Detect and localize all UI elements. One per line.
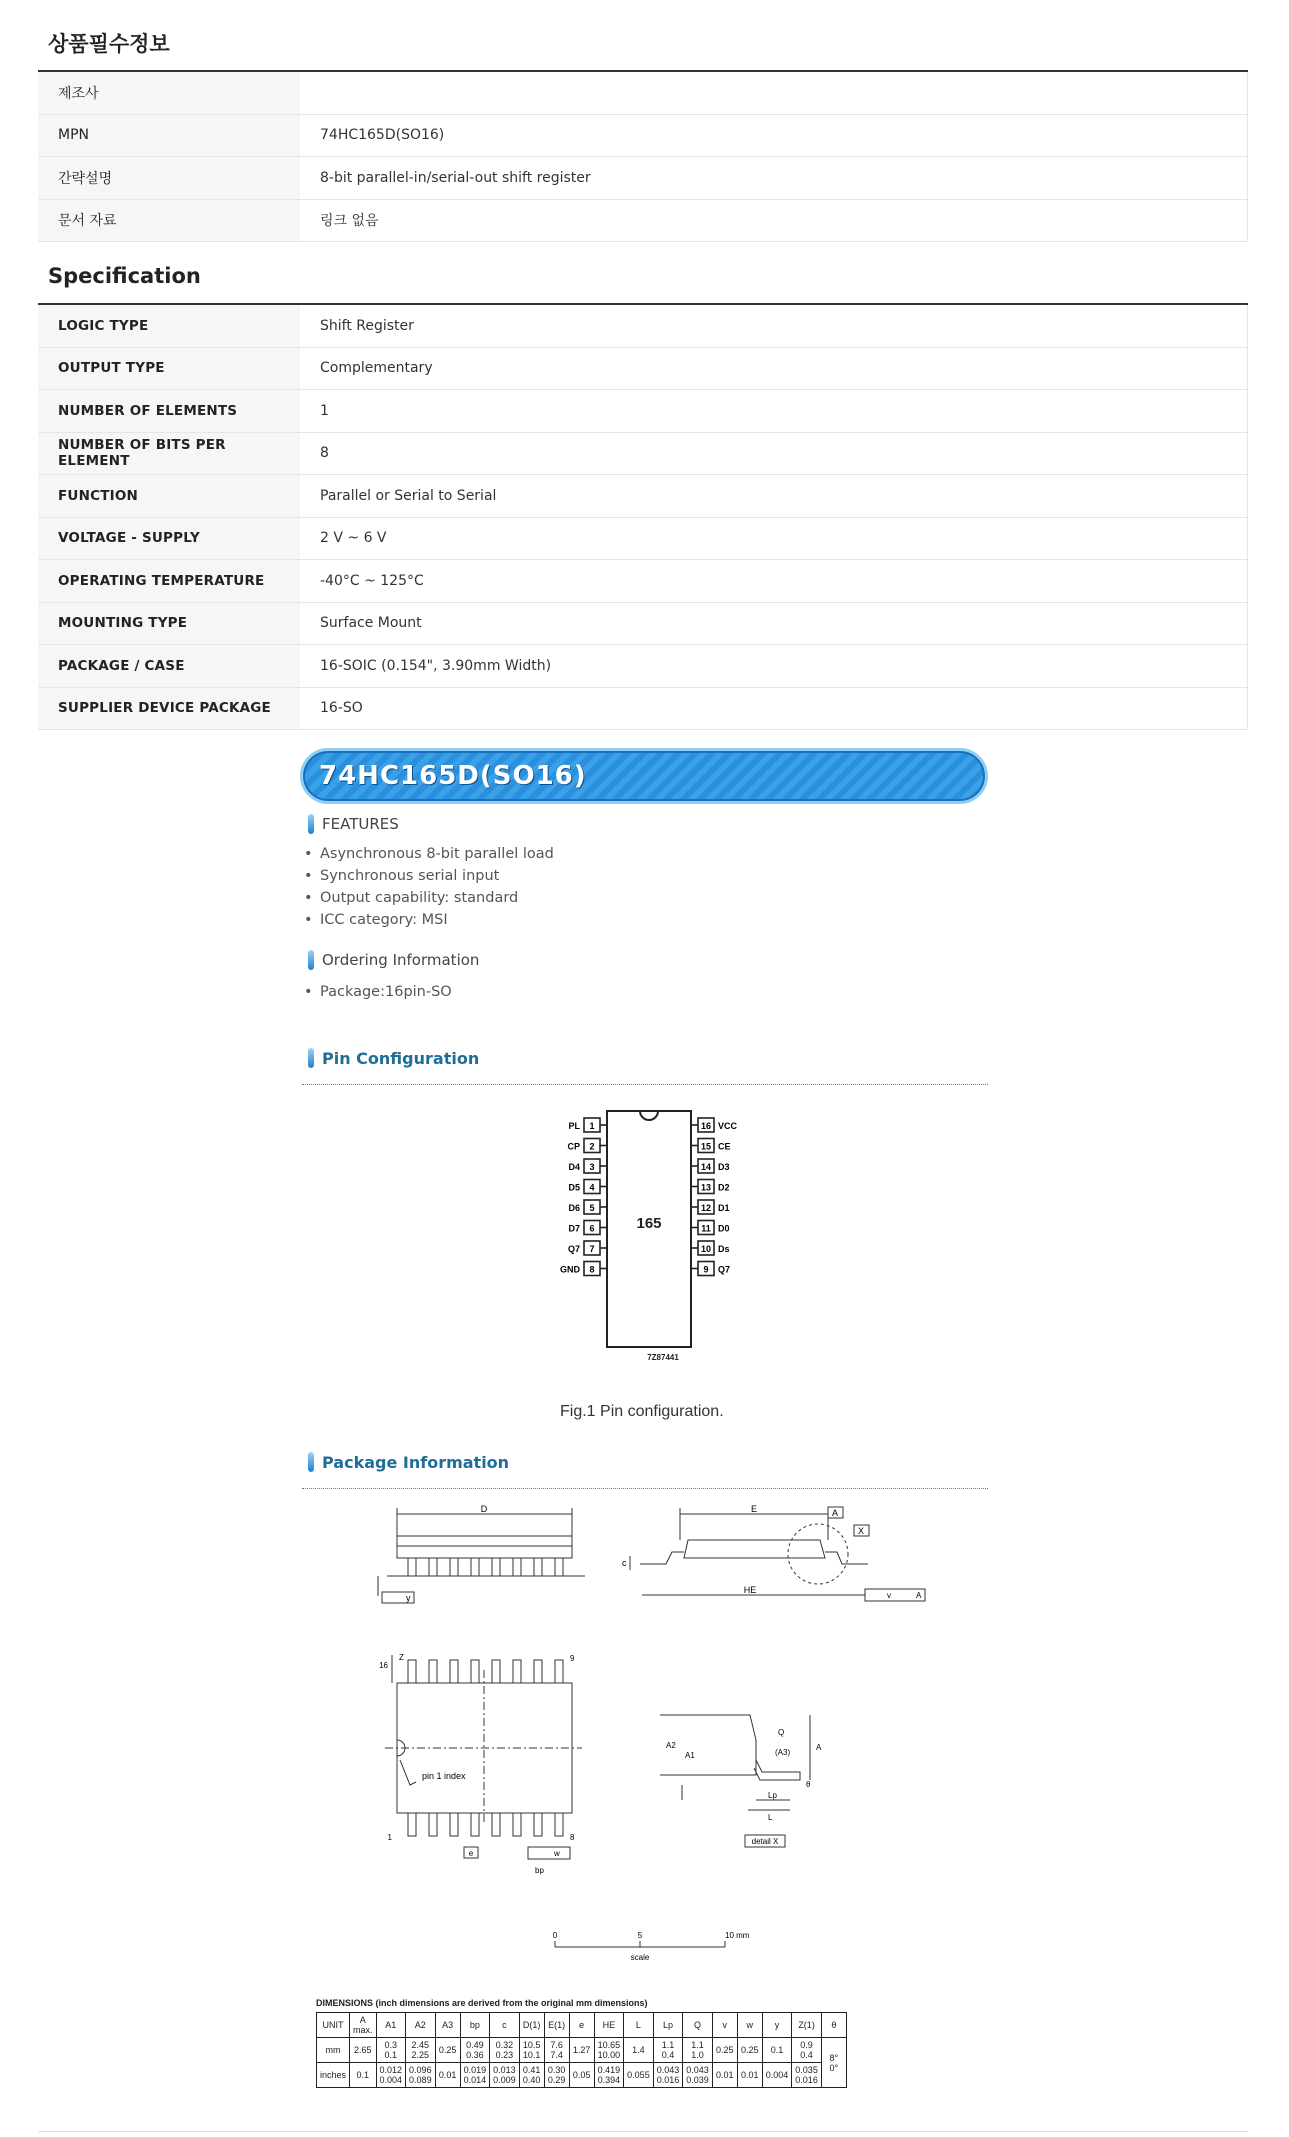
chip-label: 165: [636, 1215, 662, 1232]
left-pin-number: 6: [589, 1223, 595, 1234]
row-label: OPERATING TEMPERATURE: [38, 560, 300, 602]
table-header-cell: c: [490, 2013, 520, 2038]
table-header-cell: θ: [821, 2013, 846, 2038]
row-value: 링크 없음: [300, 200, 1248, 242]
left-pin-name: GND: [560, 1264, 580, 1275]
right-pin-name: CE: [718, 1141, 731, 1152]
table-cell: mm: [317, 2038, 350, 2063]
table-cell: 0.043 0.039: [683, 2063, 713, 2088]
table-cell: 1.27: [569, 2038, 594, 2063]
table-cell: 0.419 0.394: [594, 2063, 624, 2088]
left-pin-number: 3: [589, 1162, 595, 1172]
left-pin-number: 5: [589, 1203, 595, 1213]
dim-label-theta: θ: [806, 1780, 811, 1789]
row-value: Surface Mount: [300, 603, 1248, 645]
table-cell: 0.096 0.089: [406, 2063, 436, 2088]
table-cell: 0.41 0.40: [519, 2063, 544, 2088]
lead: [492, 1813, 500, 1836]
lead: [429, 1813, 437, 1836]
dim-label-bp: bp: [535, 1866, 544, 1875]
lead: [471, 1813, 479, 1836]
row-label: 제조사: [38, 72, 300, 114]
table-cell: 0.055: [624, 2063, 654, 2088]
dim-label-e: E: [750, 1504, 758, 1514]
lead: [513, 1660, 521, 1683]
right-pin-number: 15: [700, 1141, 712, 1152]
package-drawing: [370, 1500, 930, 1990]
dim-label-a-box: A: [831, 1508, 839, 1518]
table-cell: 0.012 0.004: [376, 2063, 406, 2088]
table-cell: 0.9 0.4: [792, 2038, 822, 2063]
row-value: Parallel or Serial to Serial: [300, 475, 1248, 517]
row-value: 2 V ~ 6 V: [300, 518, 1248, 560]
dim-label-e-small: e: [468, 1849, 474, 1858]
table-header-cell: E(1): [544, 2013, 569, 2038]
table-header-cell: e: [569, 2013, 594, 2038]
dim-label-z: Z: [399, 1653, 404, 1662]
right-pin-name: Ds: [718, 1244, 730, 1254]
table-cell: 2.45 2.25: [406, 2038, 436, 2063]
table-cell: 0.25: [712, 2038, 737, 2063]
ordering-list: [320, 981, 452, 1003]
table-cell: 0.013 0.009: [490, 2063, 520, 2088]
lead: [429, 1558, 437, 1576]
right-pin-name: VCC: [718, 1121, 738, 1131]
dimensions-table: [316, 2012, 847, 2088]
table-cell: 0.019 0.014: [460, 2063, 490, 2088]
chip-code: 7Z87441: [647, 1353, 679, 1362]
row-label: MOUNTING TYPE: [38, 603, 300, 645]
dim-label-l: L: [768, 1813, 773, 1822]
table-row: [317, 2063, 847, 2088]
dim-label-a2: A2: [666, 1741, 676, 1750]
scale-0: 0: [552, 1931, 558, 1940]
table-cell: 0.25: [435, 2038, 460, 2063]
lead: [513, 1558, 521, 1576]
divider: [302, 1488, 988, 1489]
right-pin-name: Q7: [718, 1264, 731, 1275]
left-pin-name: CP: [567, 1141, 580, 1152]
package-title: Package Information: [322, 1452, 510, 1472]
row-label: NUMBER OF ELEMENTS: [38, 390, 300, 432]
right-pin-number: 14: [700, 1162, 712, 1172]
dim-label-a1: A1: [685, 1751, 695, 1760]
required-info-title: 상품필수정보: [48, 32, 170, 56]
pin-diagram: [550, 1108, 750, 1368]
row-value: 8-bit parallel-in/serial-out shift register: [300, 157, 1248, 199]
dim-label-lp: Lp: [768, 1791, 777, 1800]
lead: [555, 1660, 563, 1683]
table-cell: 1.1 1.0: [683, 2038, 713, 2063]
table-cell: 0.25: [737, 2038, 762, 2063]
table-header-cell: A max.: [350, 2013, 377, 2038]
left-pin-number: 4: [589, 1182, 595, 1193]
table-row: [38, 115, 1248, 158]
left-pin-name: D7: [568, 1223, 580, 1234]
lead: [408, 1813, 416, 1836]
row-label: PACKAGE / CASE: [38, 645, 300, 687]
row-label: FUNCTION: [38, 475, 300, 517]
row-value: 16-SO: [300, 688, 1248, 730]
lead: [450, 1660, 458, 1683]
table-header-cell: y: [762, 2013, 792, 2038]
table-cell: 0.05: [569, 2063, 594, 2088]
dim-label-he: HE: [743, 1585, 757, 1595]
banner-title: 74HC165D(SO16): [319, 761, 587, 791]
table-header-cell: A2: [406, 2013, 436, 2038]
table-cell: 0.1: [762, 2038, 792, 2063]
scale-label: scale: [630, 1953, 650, 1962]
row-value: 74HC165D(SO16): [300, 115, 1248, 157]
right-pin-number: 9: [703, 1264, 709, 1275]
list-item: • Output capability: standard: [320, 887, 554, 909]
dim-label-v: v: [887, 1591, 891, 1600]
row-label: OUTPUT TYPE: [38, 348, 300, 390]
list-item: • Asynchronous 8-bit parallel load: [320, 843, 554, 865]
table-header-cell: Lp: [653, 2013, 683, 2038]
lead: [492, 1558, 500, 1576]
table-cell: 0.01: [737, 2063, 762, 2088]
table-row: [38, 603, 1248, 646]
lead: [408, 1660, 416, 1683]
dim-label-c: c: [622, 1558, 627, 1568]
left-pin-name: D4: [568, 1162, 580, 1172]
list-item: • ICC category: MSI: [320, 909, 554, 931]
table-row: [38, 688, 1248, 731]
specification-table: [38, 303, 1248, 730]
right-pin-name: D2: [718, 1182, 730, 1193]
row-value: 8: [300, 433, 1248, 475]
detail-x-label: detail X: [751, 1837, 779, 1846]
table-header-cell: Z(1): [792, 2013, 822, 2038]
lead: [534, 1813, 542, 1836]
bar-marker-icon: [308, 1452, 314, 1472]
left-pin-number: 8: [589, 1264, 595, 1275]
lead: [429, 1660, 437, 1683]
features-heading: [308, 814, 399, 834]
pin-label-16: 16: [379, 1661, 388, 1670]
table-row: [38, 72, 1248, 115]
table-header-cell: HE: [594, 2013, 624, 2038]
table-cell: 0.035 0.016: [792, 2063, 822, 2088]
table-cell: 0.043 0.016: [653, 2063, 683, 2088]
table-cell: 0.3 0.1: [376, 2038, 406, 2063]
table-cell: 7.6 7.4: [544, 2038, 569, 2063]
table-cell: 8° 0°: [821, 2038, 846, 2088]
table-row: [38, 348, 1248, 391]
table-header-cell: L: [624, 2013, 654, 2038]
table-cell: 0.32 0.23: [490, 2038, 520, 2063]
lead: [555, 1558, 563, 1576]
dim-label-a3: (A3): [775, 1748, 791, 1757]
required-info-table: [38, 70, 1248, 242]
left-pin-name: Q7: [567, 1244, 580, 1254]
right-pin-name: D1: [718, 1203, 730, 1213]
row-value: 1: [300, 390, 1248, 432]
pin-label-9: 9: [570, 1654, 575, 1663]
table-header-cell: w: [737, 2013, 762, 2038]
left-pin-name: D6: [568, 1203, 580, 1213]
bar-marker-icon: [308, 950, 314, 970]
table-header-cell: v: [712, 2013, 737, 2038]
right-pin-number: 11: [701, 1223, 711, 1234]
lead: [513, 1813, 521, 1836]
table-row: [38, 157, 1248, 200]
list-item: • Package:16pin-SO: [320, 981, 452, 1003]
lead: [471, 1660, 479, 1683]
right-pin-number: 13: [700, 1182, 712, 1193]
features-title: FEATURES: [322, 815, 399, 833]
lead: [555, 1813, 563, 1836]
ordering-heading: [308, 950, 479, 970]
table-cell: 1.1 0.4: [653, 2038, 683, 2063]
table-cell: 0.1: [350, 2063, 377, 2088]
row-value: Shift Register: [300, 305, 1248, 347]
left-pin-name: PL: [568, 1121, 580, 1131]
table-row: [38, 475, 1248, 518]
bar-marker-icon: [308, 814, 314, 834]
lead: [408, 1558, 416, 1576]
lead: [492, 1660, 500, 1683]
lead: [450, 1558, 458, 1576]
row-value: -40°C ~ 125°C: [300, 560, 1248, 602]
row-value: 16-SOIC (0.154", 3.90mm Width): [300, 645, 1248, 687]
row-label: SUPPLIER DEVICE PACKAGE: [38, 688, 300, 730]
row-label: MPN: [38, 115, 300, 157]
right-pin-name: D3: [718, 1162, 730, 1172]
bar-marker-icon: [308, 1048, 314, 1068]
table-row: [38, 433, 1248, 476]
divider: [302, 1084, 988, 1085]
table-row: [38, 200, 1248, 243]
pin-label-8: 8: [570, 1833, 575, 1842]
dim-label-x-box: X: [857, 1526, 865, 1536]
table-row: [38, 518, 1248, 561]
table-cell: 0.004: [762, 2063, 792, 2088]
table-row: [317, 2013, 847, 2038]
features-list: [320, 843, 554, 931]
list-item: • Synchronous serial input: [320, 865, 554, 887]
row-label: 간략설명: [38, 157, 300, 199]
pin1-index-label: pin 1 index: [422, 1771, 466, 1781]
right-pin-name: D0: [718, 1223, 730, 1234]
pin-label-1: 1: [387, 1833, 392, 1842]
lead: [450, 1813, 458, 1836]
dim-label-w: w: [554, 1849, 560, 1858]
left-pin-number: 7: [589, 1244, 595, 1254]
dim-label-a-ref: A: [916, 1591, 922, 1600]
table-row: [38, 645, 1248, 688]
side-leads: [408, 1558, 563, 1576]
table-cell: 0.01: [435, 2063, 460, 2088]
lead: [471, 1558, 479, 1576]
right-pin-number: 12: [700, 1203, 712, 1213]
table-cell: 1.4: [624, 2038, 654, 2063]
lead: [534, 1558, 542, 1576]
pin-caption: Fig.1 Pin configuration.: [560, 1403, 724, 1420]
row-value: [300, 72, 1248, 114]
table-header-cell: A3: [435, 2013, 460, 2038]
table-header-cell: A1: [376, 2013, 406, 2038]
table-cell: 0.01: [712, 2063, 737, 2088]
table-header-cell: bp: [460, 2013, 490, 2038]
row-label: VOLTAGE - SUPPLY: [38, 518, 300, 560]
table-row: [38, 390, 1248, 433]
left-pin-name: D5: [568, 1182, 580, 1193]
table-row: [38, 560, 1248, 603]
table-header-cell: D(1): [519, 2013, 544, 2038]
table-cell: 2.65: [350, 2038, 377, 2063]
table-row: [38, 305, 1248, 348]
product-banner: [300, 748, 988, 804]
table-header-cell: Q: [683, 2013, 713, 2038]
table-header-cell: UNIT: [317, 2013, 350, 2038]
row-label: NUMBER OF BITS PER ELEMENT: [38, 433, 300, 475]
dim-label-a: A: [816, 1743, 822, 1752]
lead: [534, 1660, 542, 1683]
divider: [38, 2131, 1248, 2132]
dim-label-q: Q: [778, 1728, 785, 1737]
ordering-title: Ordering Information: [322, 951, 480, 969]
dimensions-title: DIMENSIONS (inch dimensions are derived from the original mm dimensions): [316, 1998, 648, 2008]
row-label: 문서 자료: [38, 200, 300, 242]
right-pin-number: 10: [700, 1244, 712, 1254]
row-label: LOGIC TYPE: [38, 305, 300, 347]
specification-title: Specification: [48, 264, 201, 288]
left-pin-number: 1: [589, 1121, 595, 1131]
dim-label-y: y: [406, 1593, 411, 1603]
table-cell: inches: [317, 2063, 350, 2088]
dim-label-d: D: [480, 1504, 488, 1514]
package-heading: [308, 1452, 509, 1472]
right-pin-number: 16: [700, 1121, 712, 1131]
row-value: Complementary: [300, 348, 1248, 390]
table-cell: 0.49 0.36: [460, 2038, 490, 2063]
pin-config-title: Pin Configuration: [322, 1048, 480, 1068]
scale-5: 5: [637, 1931, 643, 1940]
table-cell: 10.5 10.1: [519, 2038, 544, 2063]
pin-config-heading: [308, 1048, 479, 1068]
table-cell: 10.65 10.00: [594, 2038, 624, 2063]
table-cell: 0.30 0.29: [544, 2063, 569, 2088]
table-row: [317, 2038, 847, 2063]
left-pin-number: 2: [589, 1141, 595, 1152]
scale-10: 10 mm: [725, 1931, 750, 1940]
